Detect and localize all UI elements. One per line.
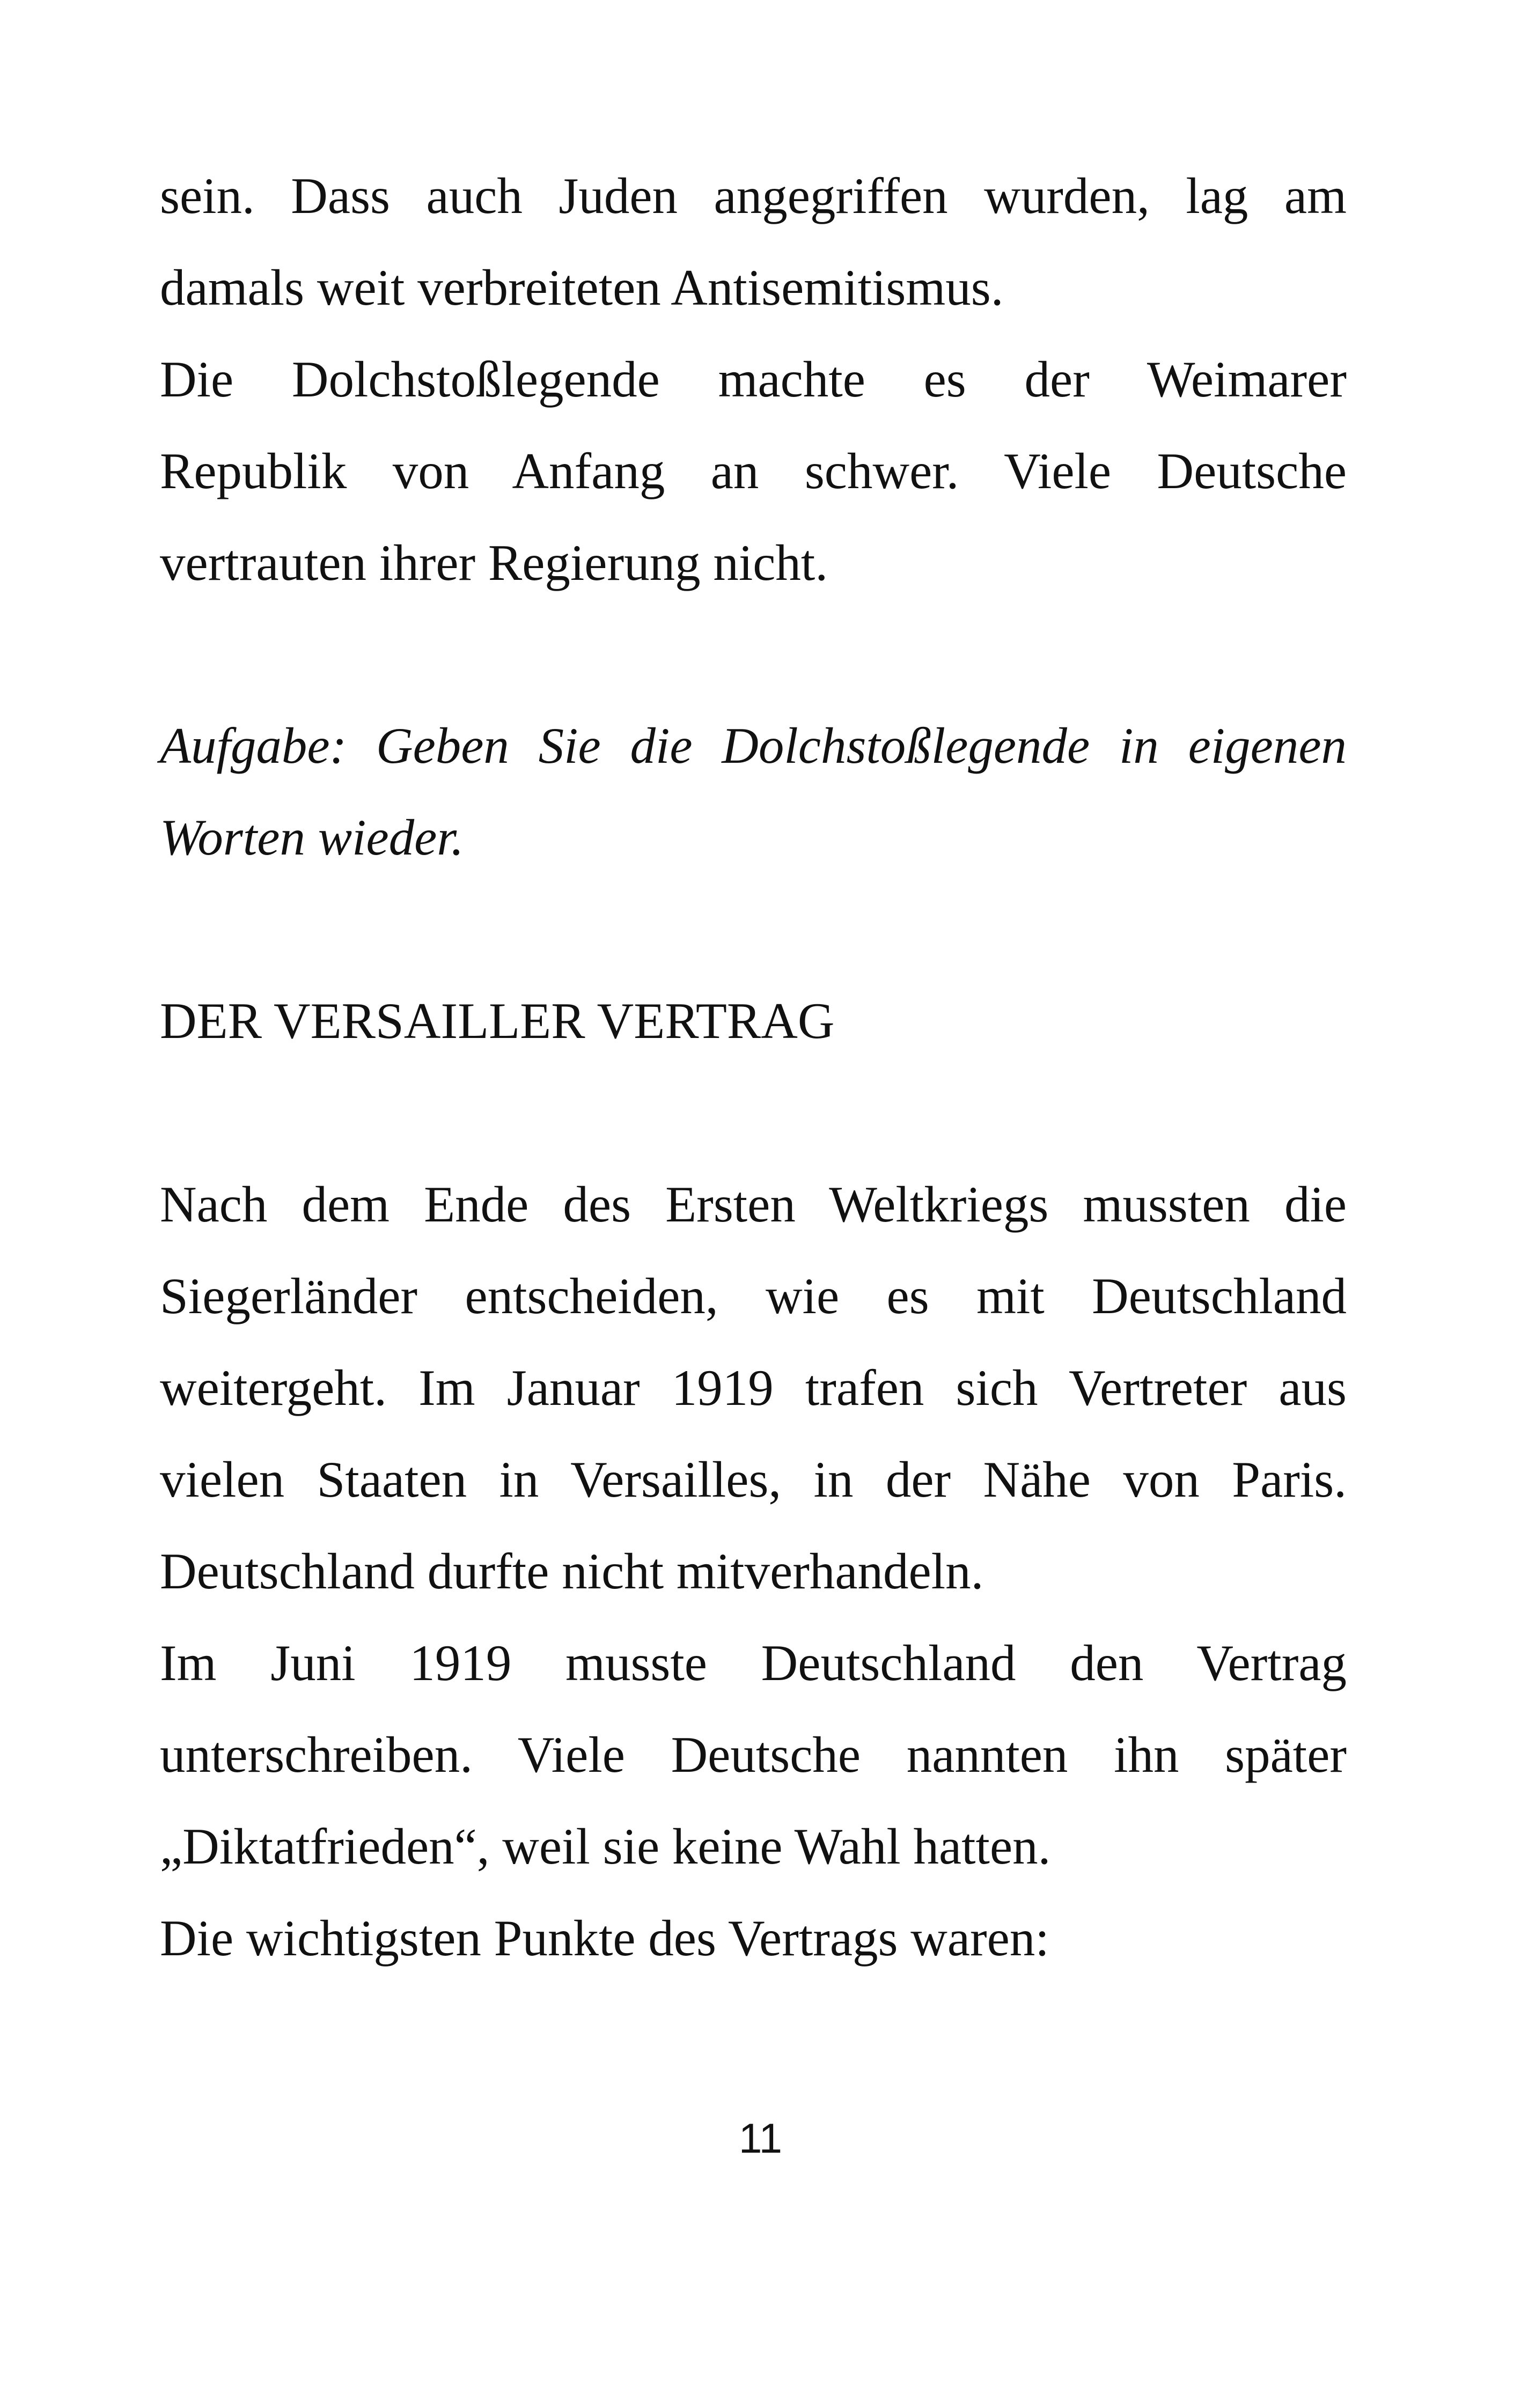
paragraph-line: Die wichtigsten Punkte des Vertrags waren: [160, 1910, 1049, 1967]
page-number: 11 [739, 2115, 782, 2162]
paragraph-line: Siegerländer entscheiden, wie es mit Deutschland [160, 1268, 1347, 1324]
paragraph-dolchstoss [160, 334, 1347, 609]
paragraph-line: vertrauten ihrer Regierung nicht. [160, 534, 828, 591]
task-line: Aufgabe: Geben Sie die Dolchstoßlegende in eigenen [160, 717, 1347, 774]
paragraph-versailles [160, 1159, 1347, 1617]
task-line: Worten wieder. [160, 809, 464, 866]
paragraph-antisemitism [160, 150, 1347, 334]
task-instruction [160, 700, 1347, 883]
paragraph-line: vielen Staaten in Versailles, in der Nähe von Paris. [160, 1451, 1347, 1508]
paragraph-diktatfrieden [160, 1617, 1347, 1892]
paragraph-line: damals weit verbreiteten Antisemitismus. [160, 259, 1004, 316]
paragraph-line: „Diktatfrieden“, weil sie keine Wahl hatten. [160, 1818, 1051, 1875]
paragraph-line: Im Juni 1919 musste Deutschland den Vertrag [160, 1634, 1347, 1691]
paragraph-line: Deutschland durfte nicht mitverhandeln. [160, 1543, 984, 1600]
section-heading: DER VERSAILLER VERTRAG [160, 992, 835, 1049]
paragraph-line: Die Dolchstoßlegende machte es der Weimarer [160, 351, 1347, 408]
paragraph-line: Republik von Anfang an schwer. Viele Deutsche [160, 443, 1347, 499]
paragraph-line: sein. Dass auch Juden angegriffen wurden, lag am [160, 167, 1347, 224]
paragraph-key-points [160, 1892, 1347, 1984]
paragraph-line: Nach dem Ende des Ersten Weltkriegs mussten die [160, 1176, 1347, 1233]
paragraph-line: unterschreiben. Viele Deutsche nannten ihn später [160, 1726, 1347, 1783]
paragraph-line: weitergeht. Im Januar 1919 trafen sich Vertreter aus [160, 1359, 1347, 1416]
